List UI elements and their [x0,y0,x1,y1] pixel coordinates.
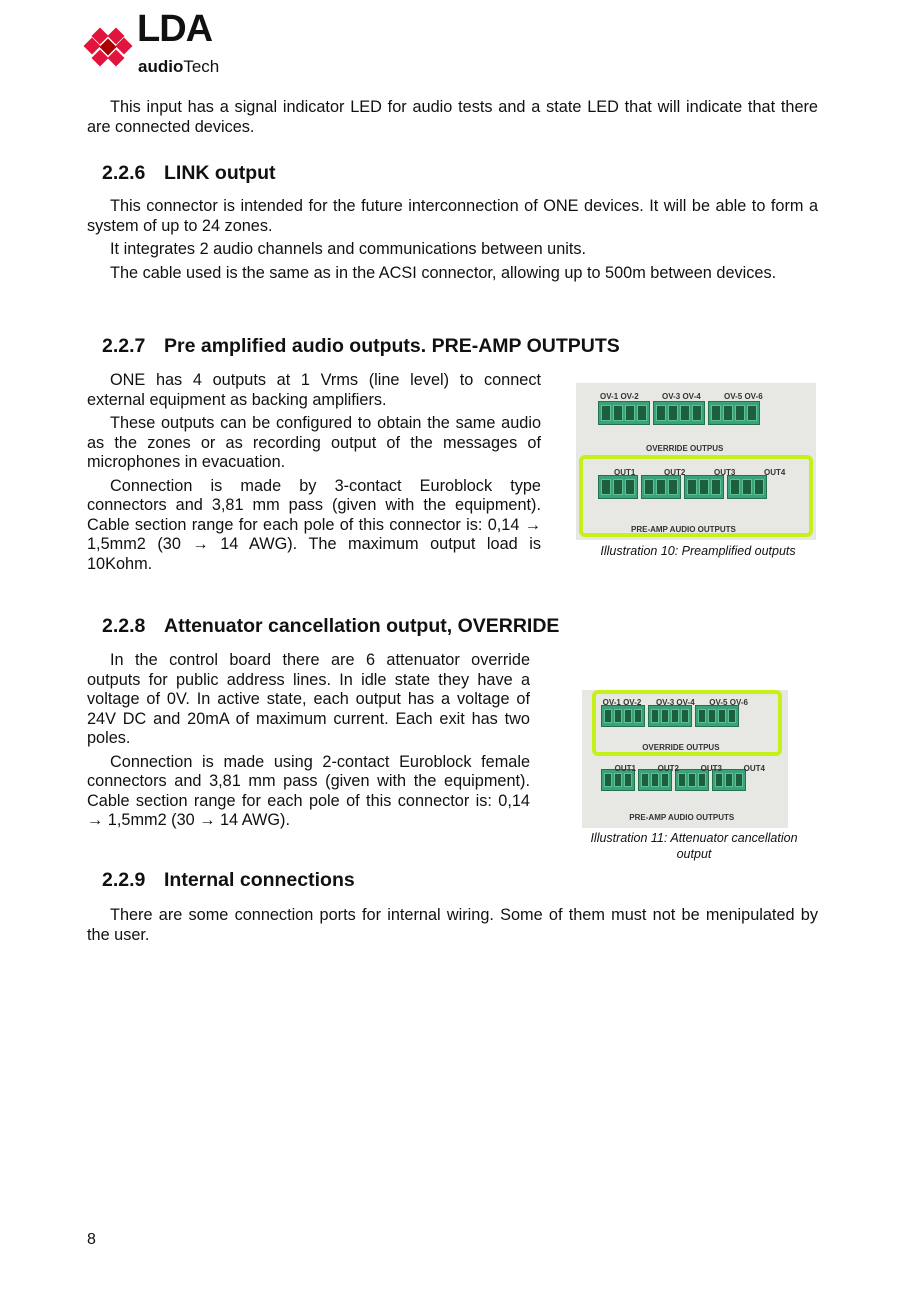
out-label: OUT1 [614,763,637,773]
intro-paragraph: This input has a signal indicator LED for audio tests and a state LED that will indicate that there are connected devices. [87,98,818,136]
preamp-outputs-photo [576,383,816,540]
page-number: 8 [87,1231,96,1248]
heading-2-2-8: 2.2.8 Attenuator cancellation output, OVERRIDE [102,615,560,637]
override-label: OV-5 OV-6 [724,392,763,401]
override-label: OV-3 OV-4 [655,698,695,708]
override-label: OV-1 OV-2 [600,392,639,401]
section-2-2-6-body: This connector is intended for the future interconnection of ONE devices. It will be able to form a system of up to 24 zones. It integrates 2 audio channels and communications between units. The cable used is the same as in the ACSI connector, allowing up to 500m between devices. [87,197,818,282]
figure-caption-10: Illustration 10: Preamplified outputs [600,544,796,558]
out-label: OUT2 [664,468,686,477]
figure-caption-11: Illustration 11: Attenuator cancellation output [590,831,798,861]
preamp-title: PRE-AMP AUDIO OUTPUTS [629,812,735,822]
heading-2-2-7: 2.2.7 Pre amplified audio outputs. PRE-AMP OUTPUTS [102,335,620,357]
logo-text: LDA [137,8,213,50]
out-label: OUT1 [614,468,636,477]
override-title: OVERRIDE OUTPUS [646,444,724,453]
override-label: OV-5 OV-6 [709,698,748,708]
override-label: OV-3 OV-4 [662,392,701,401]
override-label: OV-1 OV-2 [602,698,642,708]
out-label: OUT3 [714,468,736,477]
out-label: OUT4 [764,468,786,477]
preamp-title: PRE-AMP AUDIO OUTPUTS [631,525,736,534]
heading-2-2-9: 2.2.9 Internal connections [102,869,355,891]
out-label: OUT2 [657,763,680,773]
section-2-2-8-body: In the control board there are 6 attenuator override outputs for public address lines. In idle state they have a voltage of 0V. In active state, each output has a voltage of 24V DC and 20mA of maximum current. Each exit has two poles. Connection is made using 2-contact Euroblock female connectors and 3,81 mm pass (given with the equipment). Cable section range for each pole of this connector is: 0,14 → 1,5mm2 (30 → 14 AWG). [87,651,530,829]
lda-audiotech-logo: LDA audioTech [86,26,236,78]
highlight-frame [579,455,813,537]
override-outputs-photo [582,690,788,828]
out-label: OUT4 [743,763,766,773]
override-title: OVERRIDE OUTPUS [642,743,720,753]
out-label: OUT3 [700,763,723,773]
heading-2-2-6: 2.2.6 LINK output [102,162,276,184]
section-2-2-7-body: ONE has 4 outputs at 1 Vrms (line level) to connect external equipment as backing amplifiers. These outputs can be configured to obtain the same audio as the zones or as recording output of the messages of microphones in evacuation. Connection is made by 3-contact Euroblock type connectors and 3,81 mm pass (given with the equipment). Cable section range for each pole of this connector is: 0,14 → 1,5mm2 (30 → 14 AWG). The maximum output load is 10Kohm. [87,371,541,573]
section-2-2-9-body: There are some connection ports for internal wiring. Some of them must not be menipulated by the user. [87,906,818,944]
highlight-frame [592,690,782,756]
